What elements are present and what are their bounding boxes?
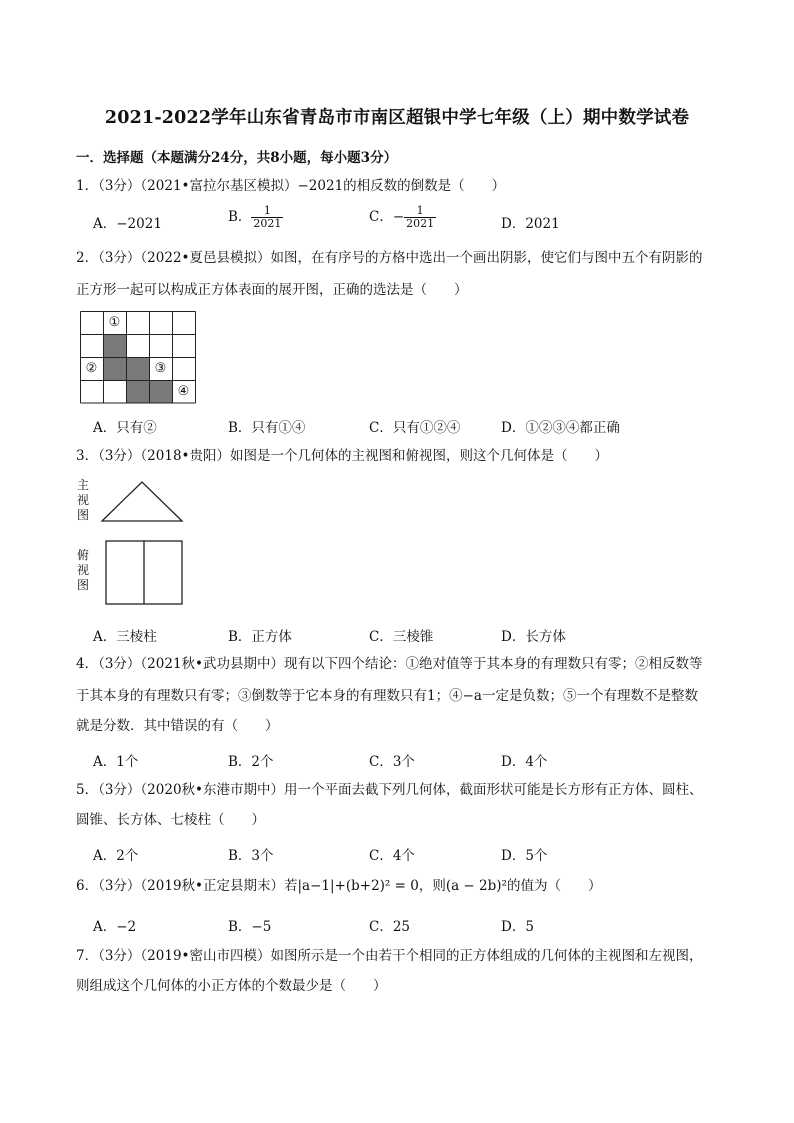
question-2-line-2: 正方形一起可以构成正方体表面的展开图，正确的选法是（ ） bbox=[76, 282, 468, 298]
q4-option-a: A．1个 bbox=[93, 754, 139, 770]
q3-option-d: D．长方体 bbox=[501, 629, 566, 645]
q1-option-a: A．−2021 bbox=[93, 216, 162, 232]
q3-option-b: B．正方体 bbox=[228, 629, 292, 645]
question-1-text: 1．（3分）（2021•富拉尔基区模拟）−2021的相反数的倒数是（ ） bbox=[76, 178, 506, 194]
front-view-label-3: 图 bbox=[76, 508, 89, 522]
cell-label-1: ① bbox=[108, 315, 121, 330]
fraction-denominator: 2021 bbox=[253, 217, 282, 230]
q2-option-d: D．①②③④都正确 bbox=[501, 420, 620, 436]
question-7-line-1: 7．（3分）（2019•密山市四模）如图所示是一个由若干个相同的正方体组成的几何体的主视图和左视图， bbox=[76, 948, 703, 964]
q1-option-c-prefix: C．− bbox=[369, 209, 405, 225]
section-heading: 一．选择题（本题满分24分，共8小题，每小题3分） bbox=[76, 150, 398, 166]
question-7-line-2: 则组成这个几何体的小正方体的个数最少是（ ） bbox=[76, 978, 387, 994]
q1-option-c-fraction bbox=[404, 205, 436, 230]
q1-option-b-fraction bbox=[251, 205, 283, 230]
q2-grid-figure bbox=[80, 311, 197, 403]
q5-option-c: C．4个 bbox=[369, 848, 415, 864]
q1-option-b bbox=[228, 205, 283, 230]
question-4-line-3: 就是分数．其中错误的有（ ） bbox=[76, 718, 279, 734]
question-4-line-2: 于其本身的有理数只有零；③倒数等于它本身的有理数只有1；④−a一定是负数；⑤一个有理数不是整数 bbox=[76, 688, 698, 704]
q3-option-a: A．三棱柱 bbox=[93, 629, 157, 645]
top-view-label-3: 图 bbox=[76, 578, 89, 592]
question-3-text: 3．（3分）（2018•贵阳）如图是一个几何体的主视图和俯视图，则这个几何体是（ ） bbox=[76, 448, 608, 464]
fraction-numerator: 1 bbox=[404, 205, 436, 218]
q6-option-c: C．25 bbox=[369, 919, 411, 935]
q2-option-c: C．只有①②④ bbox=[369, 420, 461, 436]
q4-option-b: B．2个 bbox=[228, 754, 274, 770]
cell-label-4: ④ bbox=[177, 384, 190, 399]
q2-option-a: A．只有② bbox=[93, 420, 157, 436]
top-view-label-2: 视 bbox=[76, 563, 89, 577]
front-view-label-1: 主 bbox=[76, 478, 89, 492]
q1-option-c bbox=[369, 205, 436, 230]
fraction-numerator: 1 bbox=[251, 205, 283, 218]
q5-option-a: A．2个 bbox=[93, 848, 139, 864]
q6-option-d: D．5 bbox=[501, 919, 534, 935]
q5-option-b: B．3个 bbox=[228, 848, 274, 864]
cell-label-3: ③ bbox=[154, 361, 167, 376]
q1-option-d: D．2021 bbox=[501, 216, 560, 232]
front-view-triangle bbox=[100, 480, 184, 524]
q3-option-c: C．三棱锥 bbox=[369, 629, 434, 645]
q6-option-b: B．−5 bbox=[228, 919, 272, 935]
question-5-line-1: 5．（3分）（2020秋•东港市期中）用一个平面去截下列几何体，截面形状可能是长方形有正方体、圆柱、 bbox=[76, 782, 703, 798]
q4-option-d: D．4个 bbox=[501, 754, 548, 770]
q4-option-c: C．3个 bbox=[369, 754, 415, 770]
q5-option-d: D．5个 bbox=[501, 848, 548, 864]
front-view-label-2: 视 bbox=[76, 493, 89, 507]
page-title: 2021-2022学年山东省青岛市市南区超银中学七年级（上）期中数学试卷 bbox=[104, 108, 690, 128]
question-4-line-1: 4．（3分）（2021秋•武功县期中）现有以下四个结论：①绝对值等于其本身的有理数只有零；②相反数等 bbox=[76, 656, 703, 672]
top-view-rectangle bbox=[105, 540, 184, 606]
top-view-label-1: 俯 bbox=[76, 548, 89, 562]
fraction-denominator: 2021 bbox=[406, 217, 435, 230]
q2-option-b: B．只有①④ bbox=[228, 420, 306, 436]
question-2-line-1: 2．（3分）（2022•夏邑县模拟）如图，在有序号的方格中选出一个画出阴影，使它们与图中五个有阴影的 bbox=[76, 250, 703, 266]
cell-label-2: ② bbox=[85, 361, 98, 376]
q1-option-b-prefix: B． bbox=[228, 209, 252, 225]
question-6-text: 6．（3分）（2019秋•正定县期末）若|a−1|+(b+2)² = 0，则(a − 2b)²的值为（ ） bbox=[76, 878, 602, 894]
q6-option-a: A．−2 bbox=[93, 919, 137, 935]
question-5-line-2: 圆锥、长方体、七棱柱（ ） bbox=[76, 812, 265, 828]
